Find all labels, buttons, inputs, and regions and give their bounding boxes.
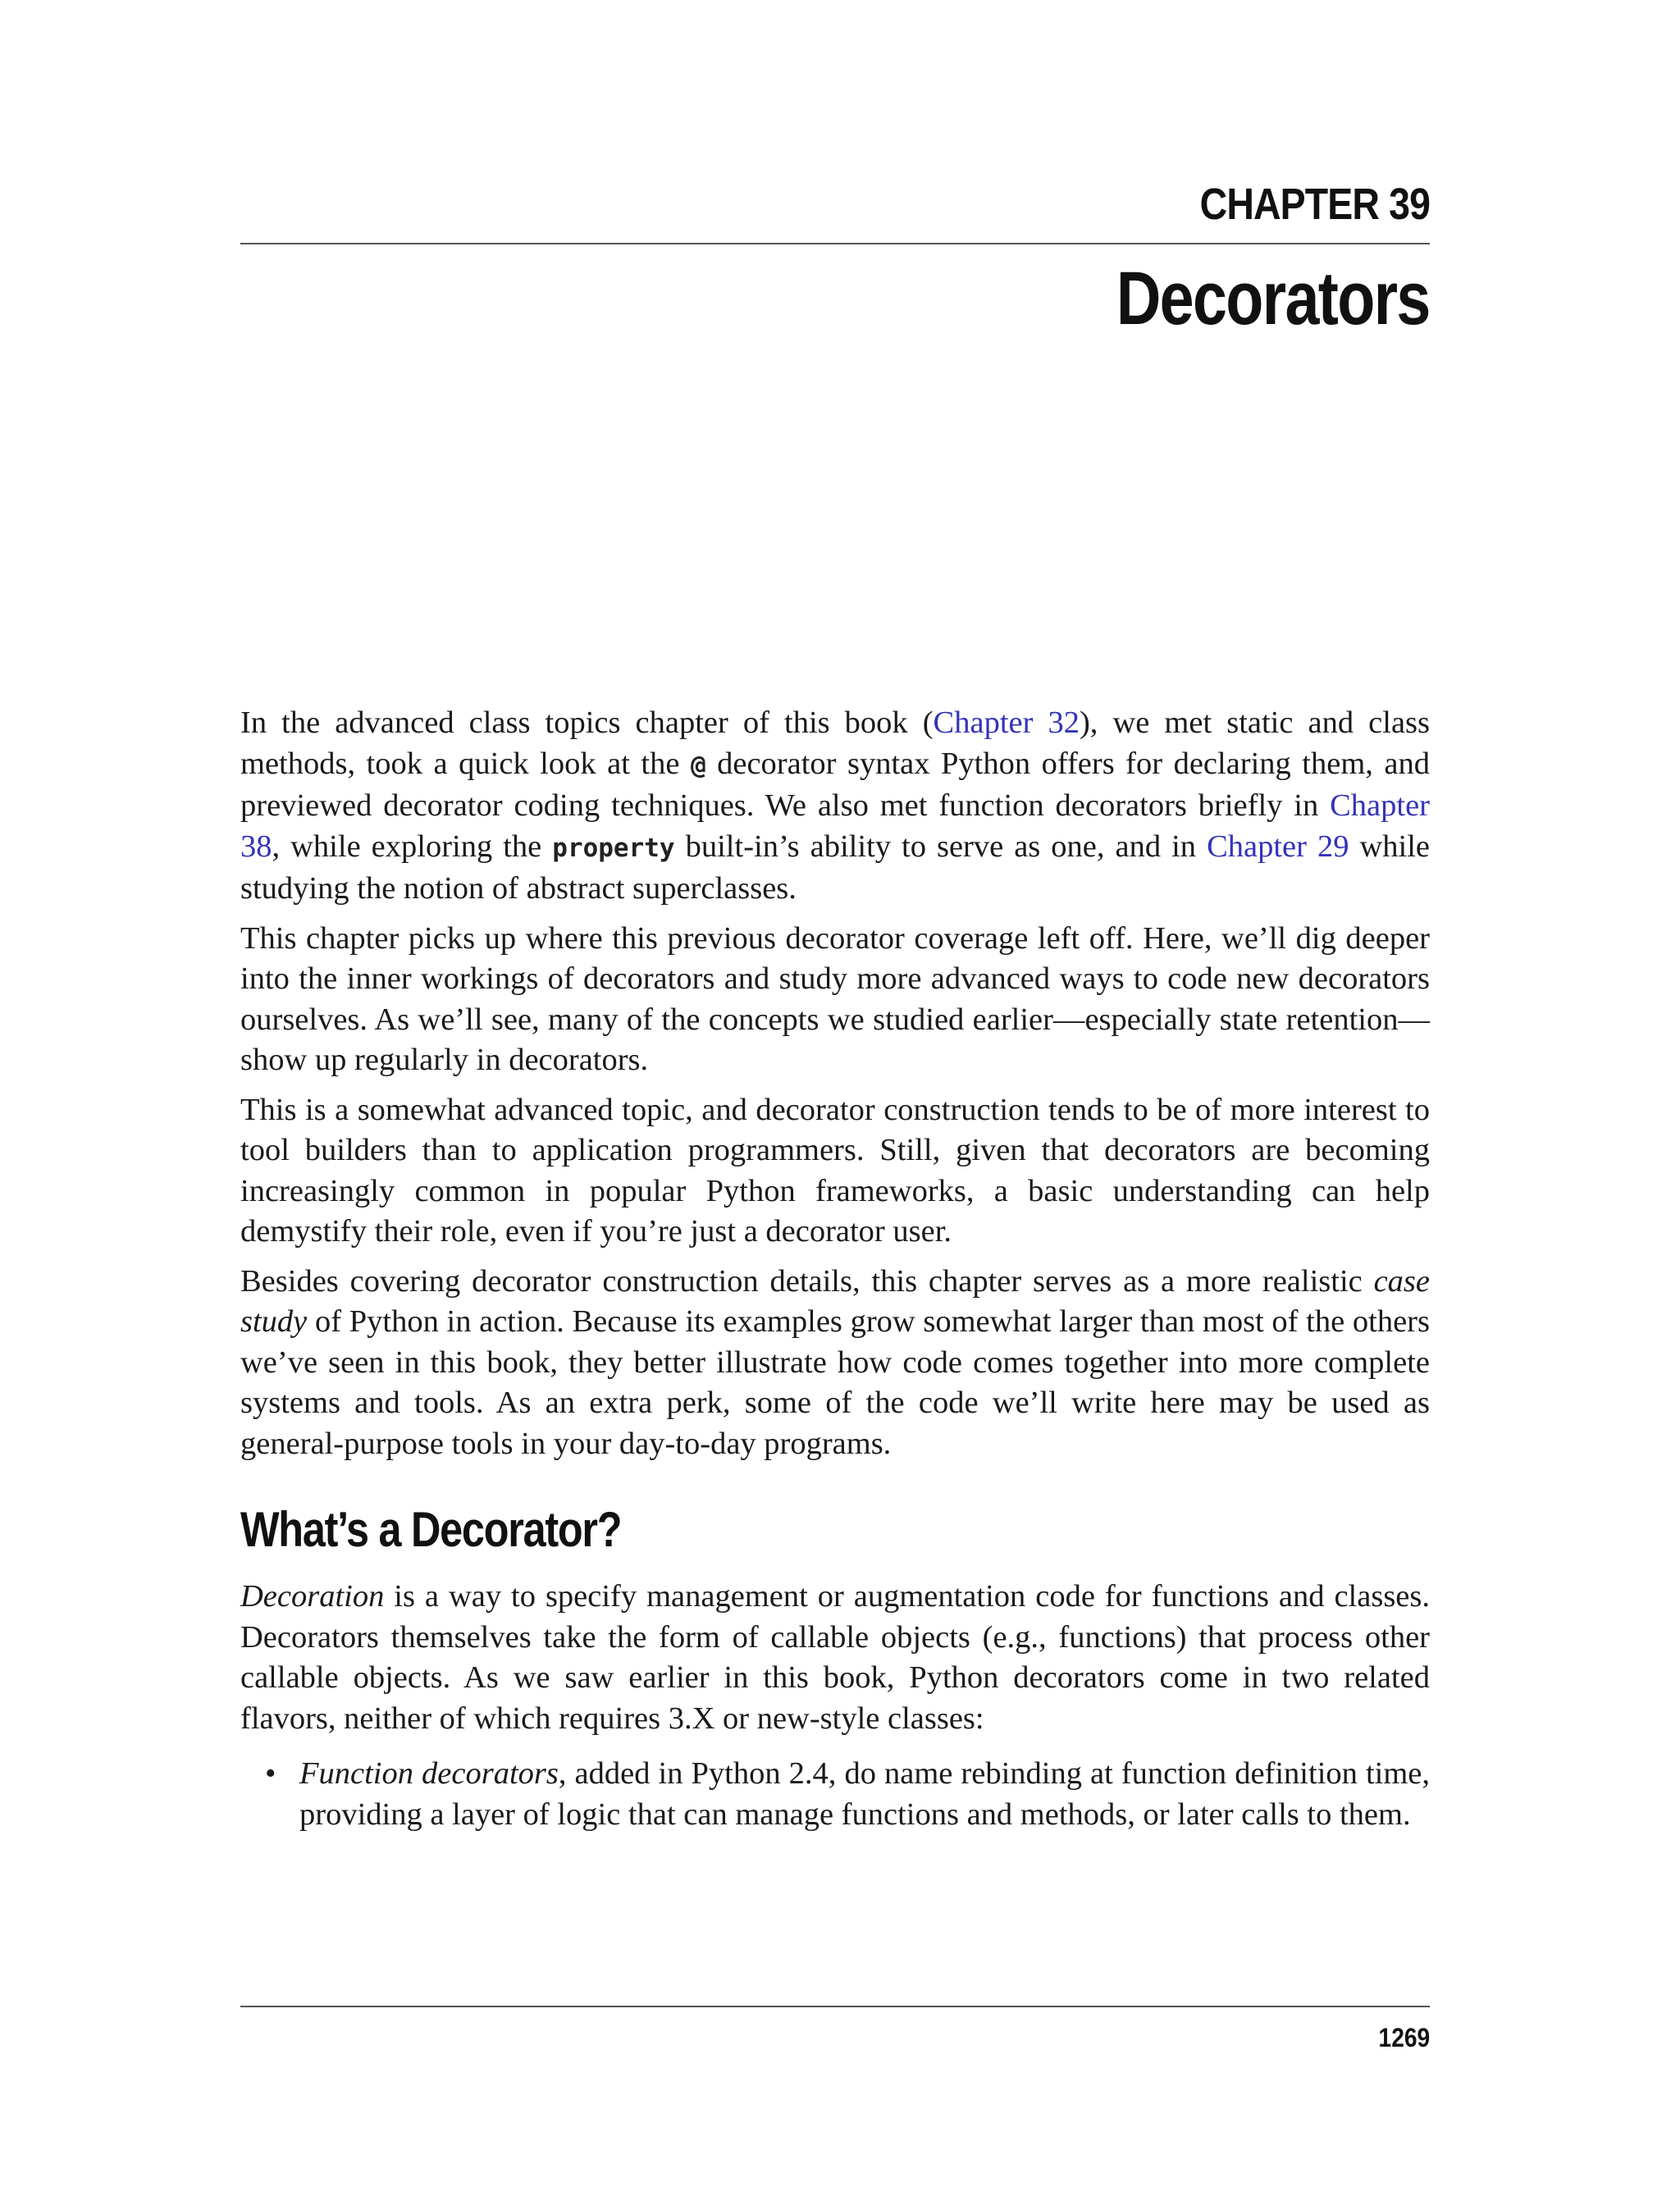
intro-paragraph-3: This is a somewhat advanced topic, and decorator construction tends to be of more interest to tool builders than to application programmers. Still, given that decorators are becoming increasingly common in popular Python frameworks, a basic understanding can help demystify their role, even if you’re just a decorator user.	[240, 1092, 1430, 1249]
section-paragraph-1	[240, 1577, 1430, 1739]
intro-paragraph-1	[240, 703, 1430, 910]
page-number: 1269	[1378, 2023, 1430, 2052]
text-run: is a way to specify management or augmentation code for functions and classes. Decorators themselves take the form of callable objects (e.g., functions) that process other callable objects. As we saw earlier in this book, Python decorators come in two related flavors, neither of which requires 3.X or new-style classes:	[240, 1579, 1430, 1736]
footer-rule	[240, 2006, 1430, 2007]
intro-paragraph-2: This chapter picks up where this previous decorator coverage left off. Here, we’ll dig deeper into the inner workings of decorators and study more advanced ways to code new decorators ourselves. As we’ll see, many of the concepts we studied earlier—especially state retention—show up regularly in decorators.	[240, 920, 1430, 1077]
body-text	[240, 703, 1430, 1835]
text-run: Besides covering decorator construction details, this chapter serves as a more realistic	[240, 1263, 1374, 1299]
text-run: decorator syntax Python offers for declaring them, and previewed decorator coding techniques. We also met function decorators briefly in	[240, 746, 1430, 823]
text-run: ), we met static and class methods, took a quick look at the	[240, 705, 1430, 781]
intro-paragraph-4	[240, 1262, 1430, 1465]
text-run: In the advanced class topics chapter of this book (	[240, 705, 934, 740]
chapter-38-link[interactable]: Chapter 38	[240, 788, 1430, 864]
bullet-list	[240, 1754, 1430, 1835]
emphasis-function-decorators: Function decorators	[299, 1756, 559, 1791]
chapter-title: Decorators	[1116, 257, 1430, 340]
chapter-32-link[interactable]: Chapter 32	[933, 705, 1080, 740]
text-run: of Python in action. Because its examples grow somewhat larger than most of the others we’ve seen in this book, they better illustrate how code comes together into more complete systems and tools. As an extra perk, some of the code we’ll write here may be used as general-purpose tools in your day-to-day programs.	[240, 1304, 1430, 1461]
header-rule	[240, 243, 1430, 244]
list-item	[240, 1754, 1430, 1835]
emphasis-case-study: case study	[240, 1263, 1430, 1339]
bullet-icon: •	[265, 1756, 276, 1791]
inline-code-property: property	[552, 833, 675, 863]
text-run: while studying the notion of abstract superclasses.	[240, 829, 1431, 906]
chapter-label: CHAPTER 39	[1199, 180, 1430, 229]
inline-code-at: @	[690, 750, 706, 780]
text-run: built-in’s ability to serve as one, and in	[674, 829, 1208, 864]
text-run: , while exploring the	[272, 829, 553, 864]
emphasis-decoration: Decoration	[240, 1579, 385, 1614]
text-run: , added in Python 2.4, do name rebinding at function definition time, providing a layer of logic that can manage functions and methods, or later calls to them.	[299, 1756, 1430, 1832]
section-heading: What’s a Decorator?	[240, 1502, 622, 1557]
chapter-29-link[interactable]: Chapter 29	[1207, 829, 1349, 864]
